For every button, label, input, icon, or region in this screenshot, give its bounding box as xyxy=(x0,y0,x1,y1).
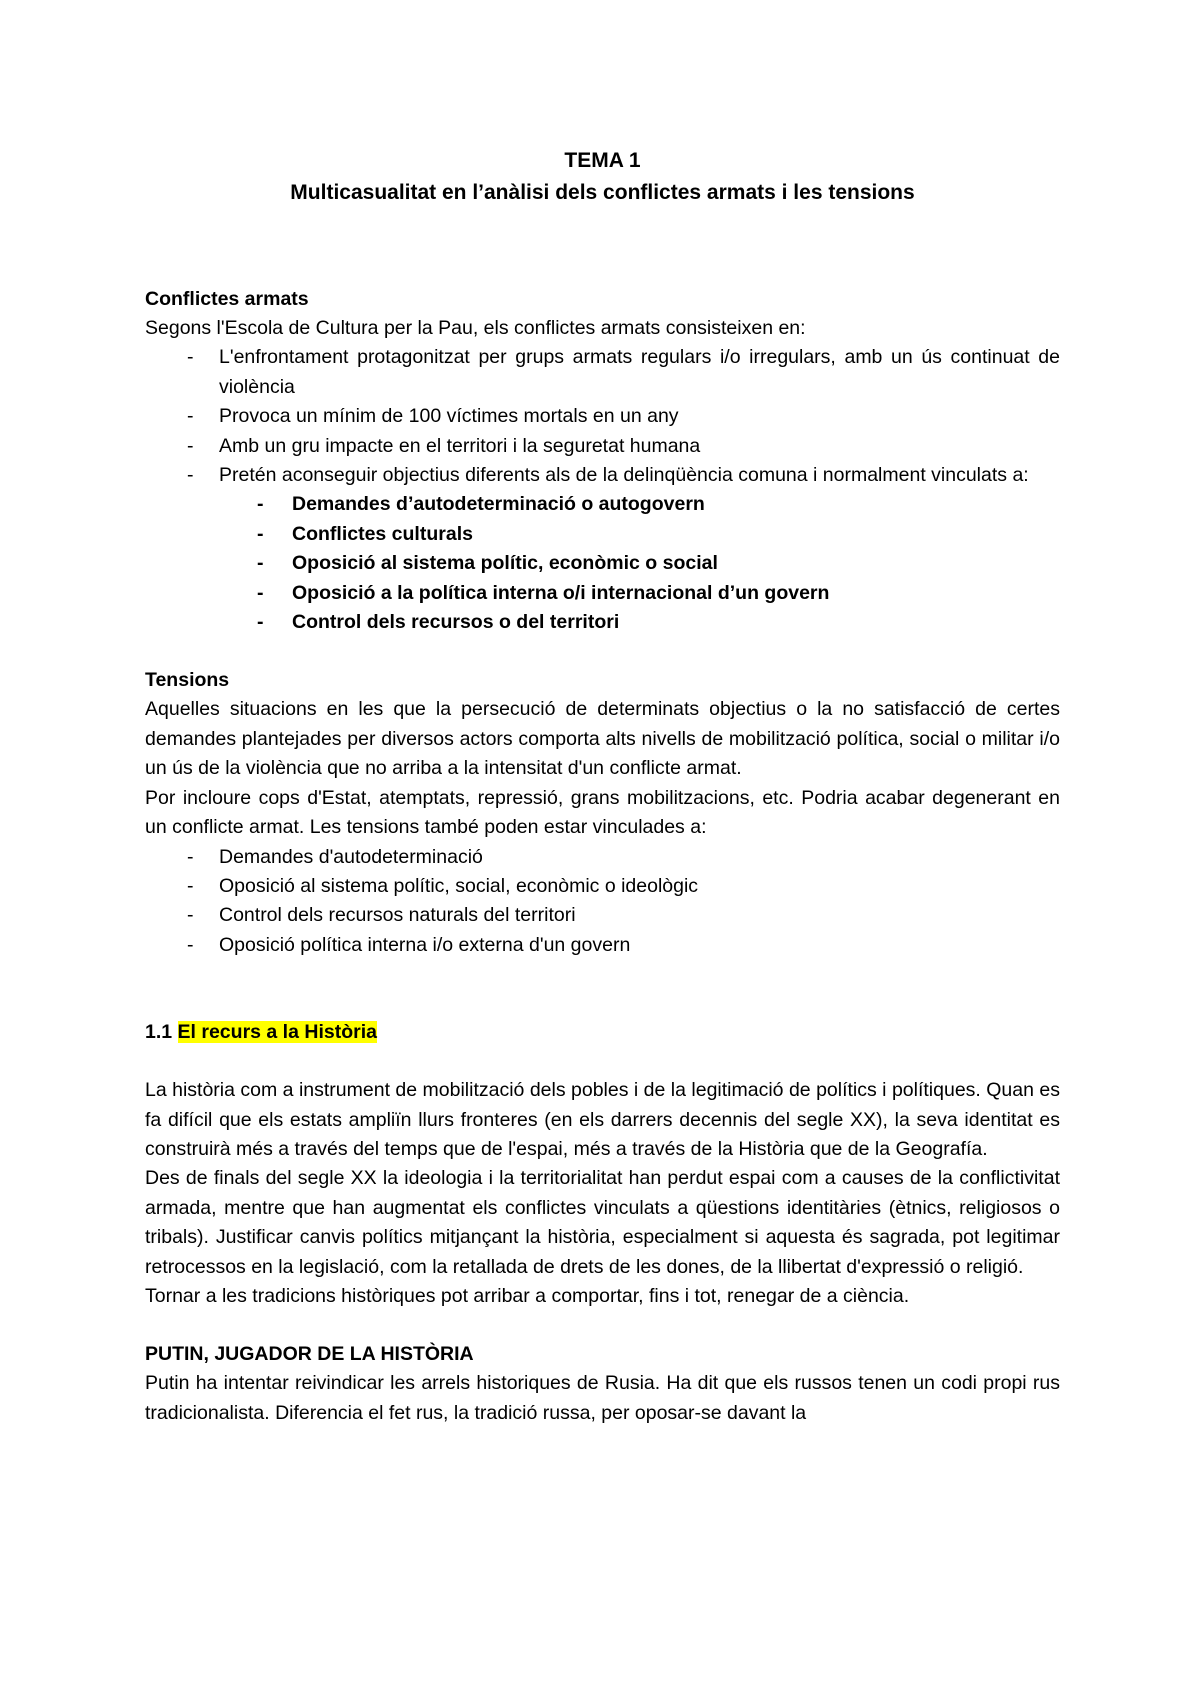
list-item: - Conflictes culturals xyxy=(145,520,1060,549)
tensions-heading: Tensions xyxy=(145,669,230,692)
section-1-1-para-2: Des de finals del segle XX la ideologia i la territorialitat han perdut espai com a causes de la conflictivitat armada, mentre que han augmentat els conflictes vinculats a qüestions identitàries (ètnics, religiosos o tribals). Justificar canvis polítics mitjançant la història, especialment si aquesta és sagrada, pot legitimar retrocessos en la legislació, com la retallada de drets de les dones, de la llibertat d'expressió o religió. xyxy=(145,1167,1060,1278)
title-block xyxy=(145,145,1060,209)
list-item: - L'enfrontament protagonitzat per grups armats regulars i/o irregulars, amb un ús continuat de violència xyxy=(145,343,1060,402)
tensions-para-2: Por incloure cops d'Estat, atemptats, repressió, grans mobilitzacions, etc. Podria acabar degenerant en un conflicte armat. Les tensions també poden estar vinculades a: xyxy=(145,786,1060,839)
list-item: - Oposició al sistema polític, social, econòmic o ideològic xyxy=(145,872,1060,901)
putin-para-1: Putin ha intentar reivindicar les arrels historiques de Rusia. Ha dit que els russos tenen un codi propi rus tradicionalista. Diferencia el fet rus, la tradició russa, per oposar-se davant la xyxy=(145,1372,1060,1424)
section-1-1-heading xyxy=(145,1018,1060,1047)
list-item: - Pretén aconseguir objectius diferents als de la delinqüència comuna i normalment vinculats a: xyxy=(145,461,1060,490)
section-1-1 xyxy=(145,1018,1060,1311)
section-1-1-para-3: Tornar a les tradicions històriques pot arribar a comportar, fins i tot, renegar de a ciència. xyxy=(145,1284,910,1307)
putin-heading: PUTIN, JUGADOR DE LA HISTÒRIA xyxy=(145,1343,474,1366)
list-item: - Control dels recursos o del territori xyxy=(145,608,1060,637)
list-item: - Oposició política interna i/o externa d'un govern xyxy=(145,931,1060,960)
section-number: 1.1 xyxy=(145,1021,173,1044)
tensions-list xyxy=(145,843,1060,961)
list-item: - Amb un gru impacte en el territori i la seguretat humana xyxy=(145,432,1060,461)
section-putin xyxy=(145,1340,1060,1428)
document-subtitle: Multicasualitat en l’anàlisi dels conflictes armats i les tensions xyxy=(290,181,915,204)
list-item: - Demandes d'autodeterminació xyxy=(145,843,1060,872)
list-item: - Oposició a la política interna o/i internacional d’un govern xyxy=(145,579,1060,608)
tensions-para-1: Aquelles situacions en les que la persecució de determinats objectius o la no satisfacció de certes demandes plantejades per diversos actors comporta alts nivells de mobilització política, social o militar i/o un ús de la violència que no arriba a la intensitat d'un conflicte armat. xyxy=(145,698,1060,780)
list-item: - Control dels recursos naturals del territori xyxy=(145,901,1060,930)
section-conflictes-armats xyxy=(145,285,1060,637)
document-title: TEMA 1 xyxy=(564,149,641,172)
conflictes-intro: Segons l'Escola de Cultura per la Pau, els conflictes armats consisteixen en: xyxy=(145,317,806,339)
section-title-highlighted: El recurs a la Història xyxy=(177,1021,377,1044)
list-item: - Oposició al sistema polític, econòmic o social xyxy=(145,549,1060,578)
conflictes-heading: Conflictes armats xyxy=(145,288,309,310)
list-item: - Demandes d’autodeterminació o autogovern xyxy=(145,490,1060,519)
section-tensions xyxy=(145,666,1060,960)
section-1-1-para-1: La història com a instrument de mobilització dels pobles i de la legitimació de polítics i polítiques. Quan es fa difícil que els estats ampliïn llurs fronteres (en els darrers decennis del segle XX), la seva identitat es construirà més a través del temps que de l'espai, més a través de la Història que de la Geografía. xyxy=(145,1079,1060,1160)
list-item: - Provoca un mínim de 100 víctimes mortals en un any xyxy=(145,402,1060,431)
conflictes-list xyxy=(145,343,1060,490)
conflictes-sublist xyxy=(145,490,1060,637)
